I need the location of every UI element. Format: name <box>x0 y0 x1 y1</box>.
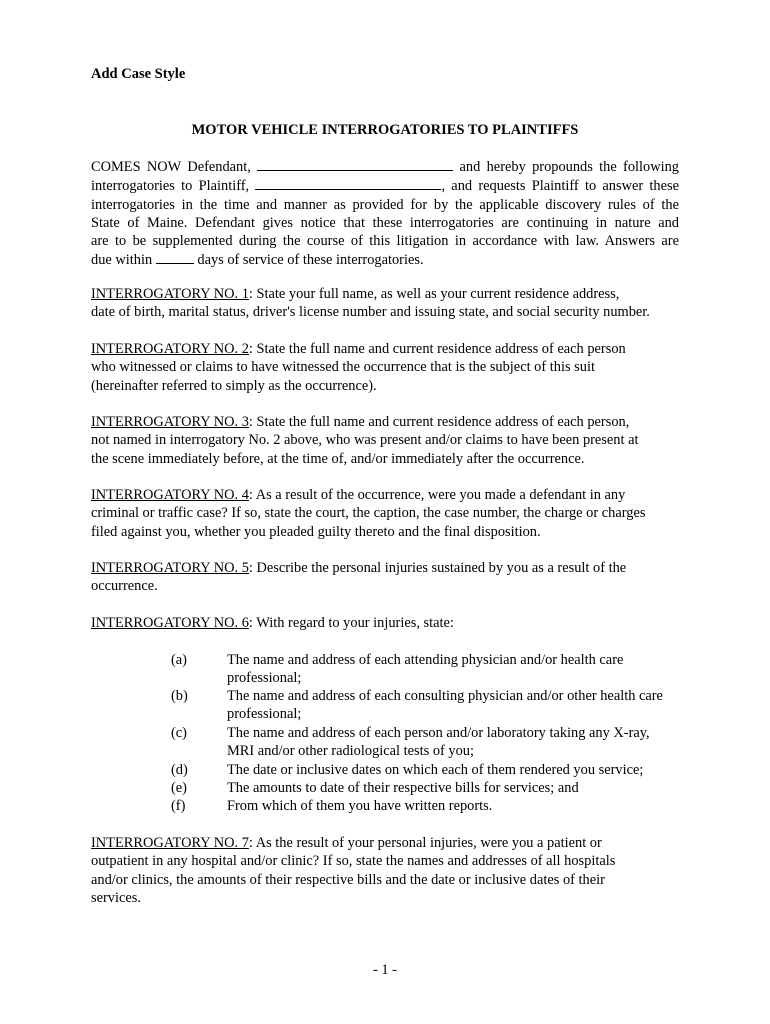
interrogatory-3: INTERROGATORY NO. 3: State the full name and current residence address of each person, not named in interrogatory No. 2 above, who was present and/or claims to have been present at the scene immediately before, at the time of, and/or immediately after the occurrence. <box>91 414 639 467</box>
interrogatory-5: INTERROGATORY NO. 5: Describe the personal injuries sustained by you as a result of the occurrence. <box>91 560 627 595</box>
document-page: Add Case Style MOTOR VEHICLE INTERROGATORIES TO PLAINTIFFS COMES NOW Defendant, and hereby propounds the following interrogatories to Plaintiff, , and requests Plaintiff to answer these interrogatories in the time and manner as provided for by the applicable discovery rules of the State of Maine. Defendant gives notice that these interrogatories are continuing in nature and are to be supplemented during the course of this litigation in accordance with law. Answers are due within days of service of these interrogatories. INTERROGATORY NO. 1: State your full name, as well as your current residence address, date of birth, marital status, driver's license number and issuing state, and social security number. INTERROGATORY NO. 2: State the full name and current residence address of each person who witnessed or claims to have witnessed the occurrence that is the subject of this suit (hereinafter referred to simply as the occurrence). INTERROGATORY NO. 3: State the full name and current residence address of each person, not named in interrogatory No. 2 above, who was present and/or claims to have been present at the scene immediately before, at the time of, and/or immediately after the occurrence. INTERROGATORY NO. 4: As a result of the occurrence, were you made a defendant in any criminal or traffic case? If so, state the court, the caption, the case number, the charge or charges filed against you, whether you pleaded guilty thereto and the final disposition. INTERROGATORY NO. 5: Describe the personal injuries sustained by you as a result of the occurrence. INTERROGATORY NO. 6: With regard to your injuries, state: (a) The name and address of each attending physician and/or health care professional; (b) The name and address of each consulting physician and/or other health care professional; (c) The name and address of each person and/or laboratory taking any X-ray, MRI and/or other radiological tests of you; (d) The date or inclusive dates on which each of them rendered you service; (e) The amounts to date of their respective bills for services; and (f) From which of them you have written reports. INTERROGATORY NO. 7: As the result of your personal injuries, were you a patient or outpatient in any hospital and/or clinic? If so, state the names and addresses of all hospitals and/or clinics, the amounts of their respective bills and the date or inclusive dates of their services. - 1 - <box>0 0 770 1024</box>
intro-line-4: State of Maine. Defendant gives notice that these interrogatories are continuing in nature and <box>91 214 679 231</box>
intro-line-1: COMES NOW Defendant, and hereby propounds the following <box>91 159 680 175</box>
intro-line-3: interrogatories in the time and manner as provided for by the applicable discovery rules of the <box>91 196 679 213</box>
intro-paragraph <box>91 157 679 270</box>
defendant-blank <box>257 157 453 171</box>
intro-line-2: interrogatories to Plaintiff, , and requests Plaintiff to answer these <box>91 178 679 195</box>
interrogatory-label: INTERROGATORY NO. 3 <box>91 414 249 430</box>
intro-line-5: are to be supplemented during the course of this litigation in accordance with law. Answers are <box>91 233 679 250</box>
page-number: - 1 - <box>373 962 397 978</box>
interrogatory-2: INTERROGATORY NO. 2: State the full name and current residence address of each person who witnessed or claims to have witnessed the occurrence that is the subject of this suit (hereinafter referred to simply as the occurrence). <box>91 341 626 394</box>
intro-line-6: due within days of service of these interrogatories. <box>91 252 424 269</box>
interrogatory-1: INTERROGATORY NO. 1: State your full name, as well as your current residence address, date of birth, marital status, driver's license number and issuing state, and social security number. <box>91 286 650 321</box>
interrogatory-7: INTERROGATORY NO. 7: As the result of your personal injuries, were you a patient or outpatient in any hospital and/or clinic? If so, state the names and addresses of all hospitals and/or clinics, the amounts of their respective bills and the date or inclusive dates of their services. <box>91 835 616 906</box>
plaintiff-blank <box>255 176 441 190</box>
interrogatory-label: INTERROGATORY NO. 6 <box>91 615 249 631</box>
interrogatory-label: INTERROGATORY NO. 7 <box>91 835 249 851</box>
days-blank <box>156 250 194 264</box>
interrogatory-label: INTERROGATORY NO. 4 <box>91 487 249 503</box>
case-style-heading: Add Case Style <box>91 66 186 82</box>
interrogatory-label: INTERROGATORY NO. 5 <box>91 560 249 576</box>
interrogatory-label: INTERROGATORY NO. 2 <box>91 341 249 357</box>
document-title: MOTOR VEHICLE INTERROGATORIES TO PLAINTIFFS <box>191 122 579 138</box>
interrogatory-6: INTERROGATORY NO. 6: With regard to your injuries, state: <box>91 615 454 631</box>
interrogatory-label: INTERROGATORY NO. 1 <box>91 286 249 302</box>
interrogatory-4: INTERROGATORY NO. 4: As a result of the occurrence, were you made a defendant in any criminal or traffic case? If so, state the court, the caption, the case number, the charge or charges filed against you, whether you pleaded guilty thereto and the final disposition. <box>91 487 646 540</box>
